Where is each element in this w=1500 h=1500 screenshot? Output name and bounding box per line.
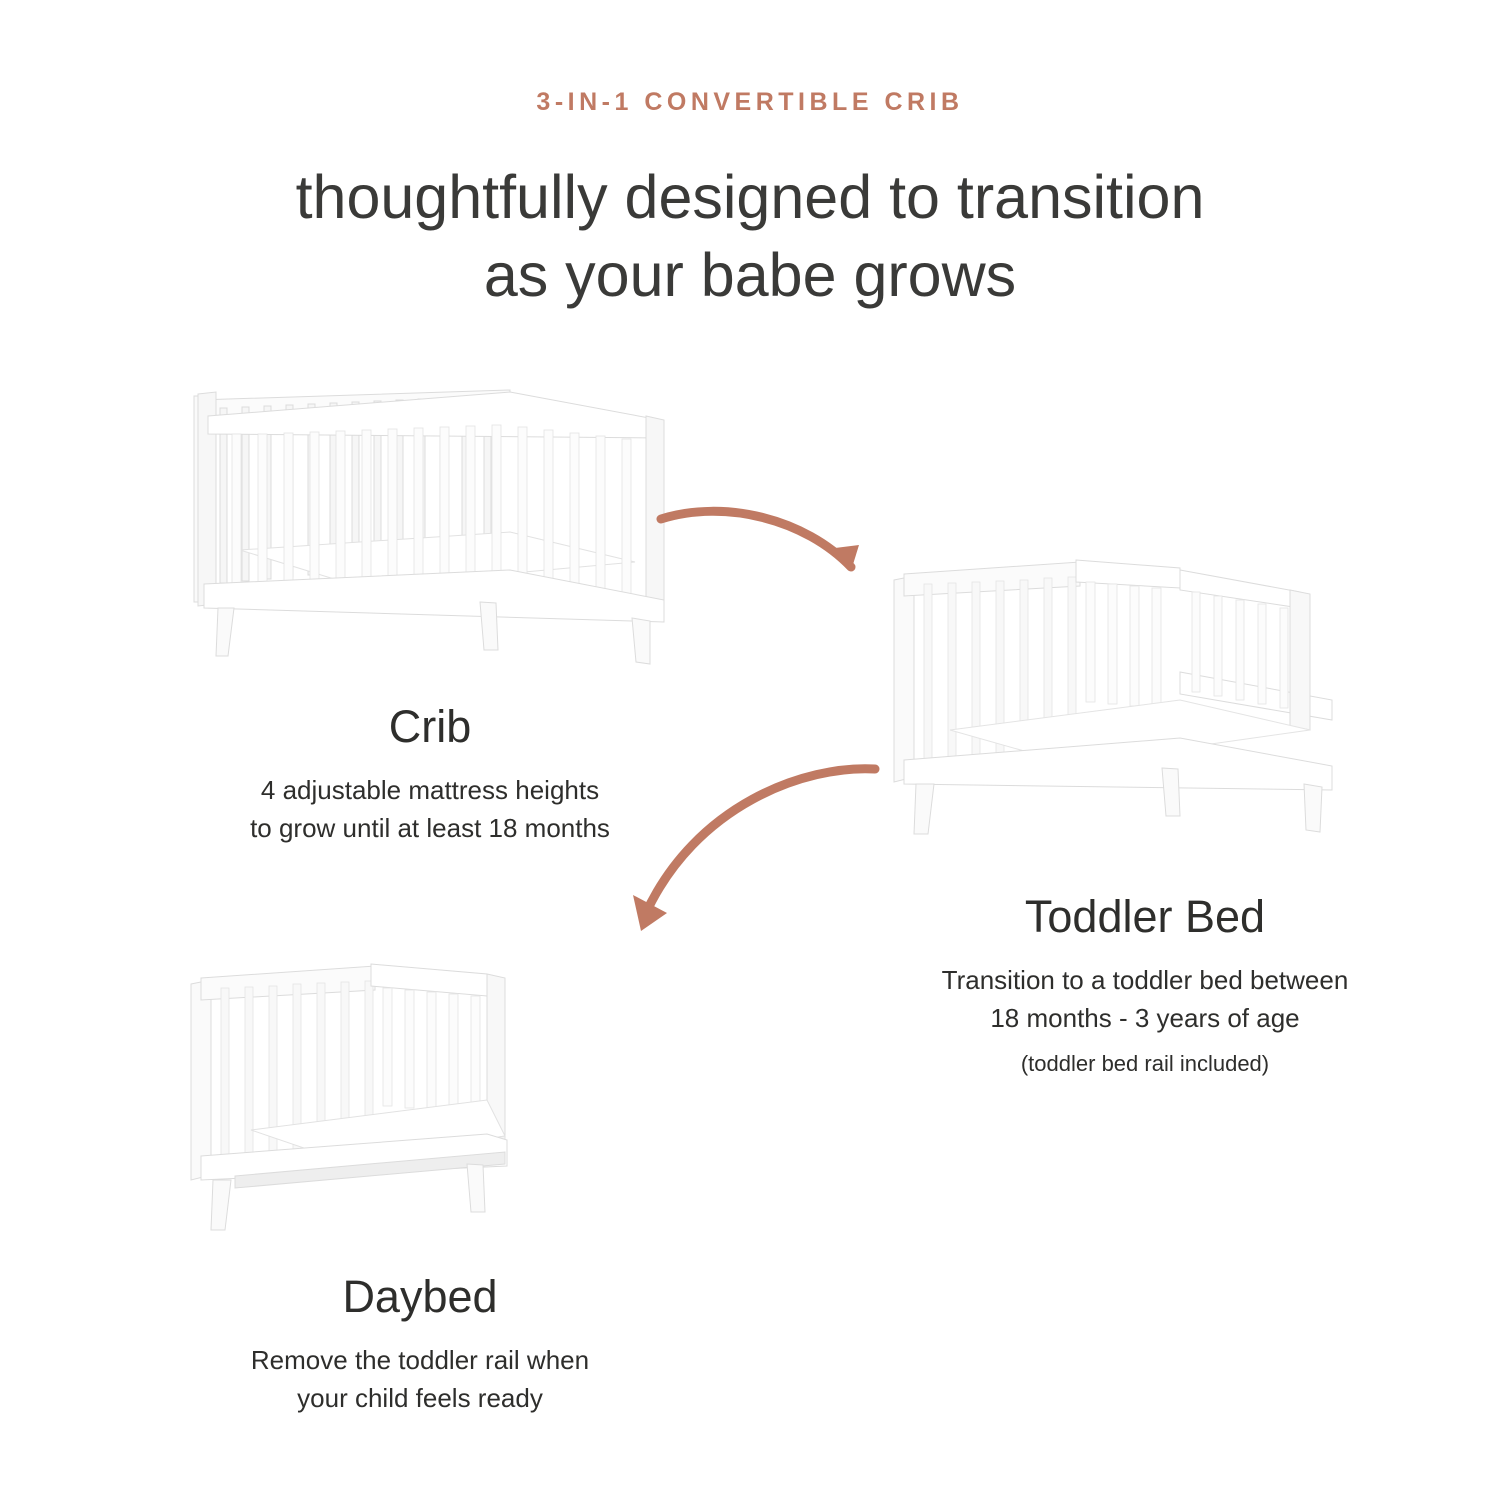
step-toddler-bed-title: Toddler Bed	[1024, 891, 1266, 942]
step-daybed-description-line2: your child feels ready	[297, 1382, 543, 1413]
step-crib-description	[130, 772, 730, 847]
step-crib-title: Crib	[388, 701, 472, 752]
step-crib-description-line2: to grow until at least 18 months	[250, 812, 610, 843]
page-title-line2: as your babe grows	[483, 241, 1017, 310]
step-toddler-bed-description	[835, 962, 1455, 1037]
step-daybed-description-line1: Remove the toddler rail when	[250, 1345, 590, 1375]
step-daybed-title: Daybed	[342, 1271, 498, 1322]
page-title-line1: thoughtfully designed to transition	[295, 163, 1205, 231]
page-title	[0, 158, 1500, 314]
eyebrow-label: 3-IN-1 CONVERTIBLE CRIB	[536, 88, 964, 116]
step-crib	[130, 700, 730, 847]
step-toddler-bed-description-line2: 18 months - 3 years of age	[990, 1002, 1300, 1033]
step-toddler-bed-note: (toddler bed rail included)	[1020, 1051, 1270, 1077]
step-toddler-bed	[835, 890, 1455, 1080]
toddler-bed-illustration	[880, 552, 1350, 852]
step-daybed	[120, 1270, 720, 1417]
daybed-illustration	[175, 950, 645, 1250]
step-crib-description-line1: 4 adjustable mattress heights	[260, 775, 600, 805]
arrow-crib-to-toddler-bed	[655, 505, 895, 615]
step-daybed-description	[120, 1342, 720, 1417]
crib-illustration	[180, 372, 680, 667]
step-toddler-bed-description-line1: Transition to a toddler bed between	[941, 965, 1349, 995]
